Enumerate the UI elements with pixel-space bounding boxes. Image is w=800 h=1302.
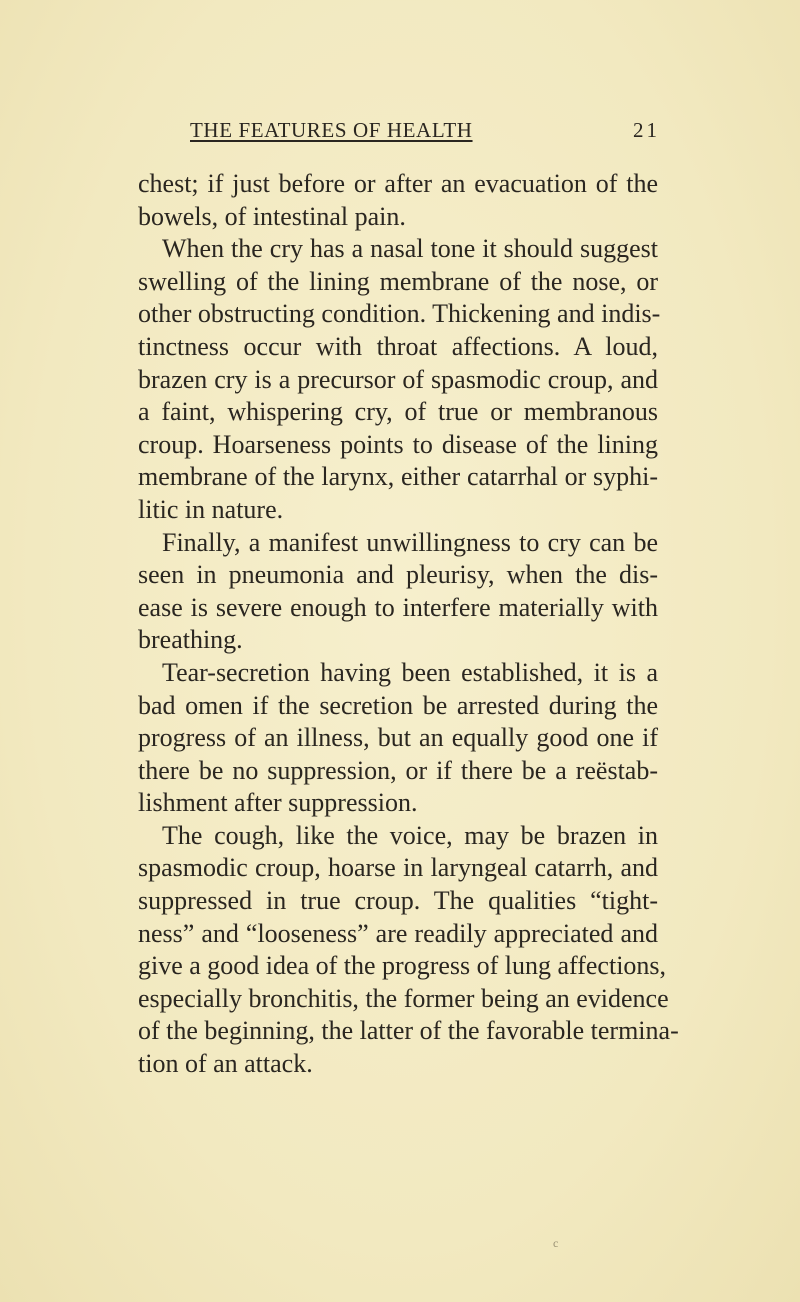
text-line: of the beginning, the latter of the favorable termina- [138, 1016, 679, 1046]
body-text [138, 168, 679, 1081]
text-line: swelling of the lining membrane of the nose, or [138, 266, 658, 296]
text-line: breathing. [138, 625, 243, 655]
text-line: give a good idea of the progress of lung affections, [138, 951, 667, 981]
text-line: bad omen if the secretion be arrested during the [138, 690, 658, 720]
text-line: The cough, like the voice, may be brazen in [162, 820, 658, 850]
text-line: Tear-secretion having been established, it is a [162, 657, 658, 687]
text-line: lishment after suppression. [138, 788, 418, 818]
text-line: progress of an illness, but an equally good one if [138, 723, 658, 753]
page-header [190, 118, 660, 148]
text-line: brazen cry is a precursor of spasmodic croup, and [138, 364, 658, 394]
text-line: suppressed in true croup. The qualities “tight- [138, 886, 658, 916]
text-line: spasmodic croup, hoarse in laryngeal catarrh, and [138, 853, 658, 883]
text-line: Finally, a manifest unwillingness to cry can be [162, 527, 658, 557]
text-line: there be no suppression, or if there be a reëstab- [138, 755, 658, 785]
text-line: chest; if just before or after an evacuation of the [138, 169, 658, 198]
stray-mark: c [553, 1236, 559, 1250]
text-line: litic in nature. [138, 494, 284, 524]
text-line: ness” and “looseness” are readily appreciated and [138, 918, 658, 948]
text-line: tinctness occur with throat affections. A loud, [138, 331, 658, 361]
text-line: When the cry has a nasal tone it should suggest [162, 234, 658, 264]
text-line: tion of an attack. [138, 1049, 313, 1079]
page-number: 21 [633, 118, 660, 142]
text-line: croup. Hoarseness points to disease of the lining [138, 429, 658, 459]
running-title: THE FEATURES OF HEALTH [190, 118, 473, 142]
text-line: ease is severe enough to interfere materially with [138, 592, 658, 622]
text-line: bowels, of intestinal pain. [138, 201, 406, 231]
text-line: a faint, whispering cry, of true or membranous [138, 397, 658, 427]
text-line: especially bronchitis, the former being an evidence [138, 983, 669, 1013]
text-line: other obstructing condition. Thickening and indis- [138, 299, 661, 329]
text-line: seen in pneumonia and pleurisy, when the dis- [138, 560, 658, 590]
text-line: membrane of the larynx, either catarrhal or syphi- [138, 462, 658, 492]
